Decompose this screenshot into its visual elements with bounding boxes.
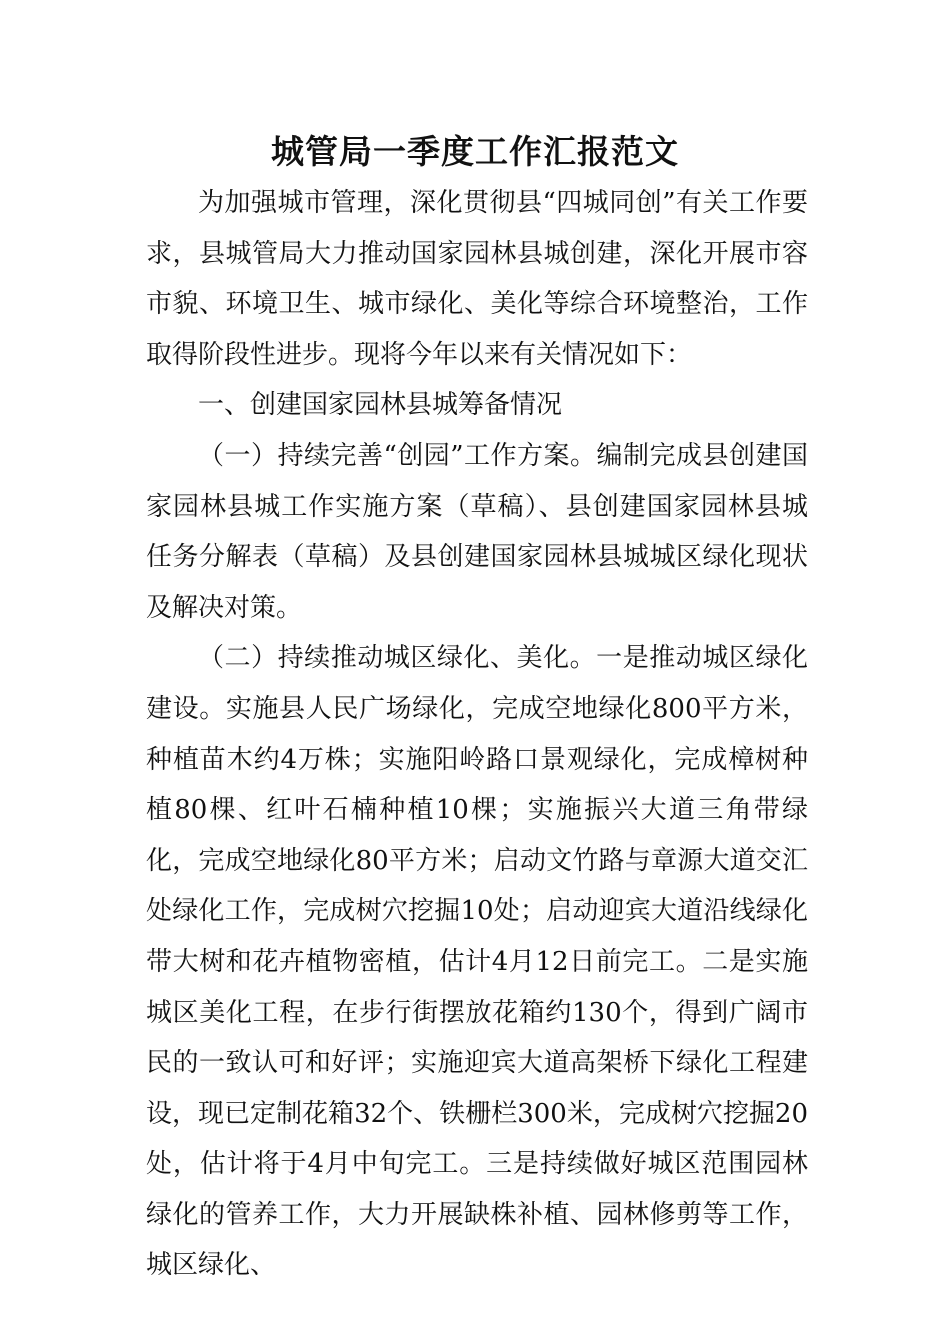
section-heading-1: 一、创建国家园林县城筹备情况 bbox=[198, 390, 563, 421]
document-title: 城管局一季度工作汇报范文 bbox=[271, 132, 679, 171]
paragraph-item-2: （二）持续推动城区绿化、美化。一是推动城区绿化建设。实施县人民广场绿化，完成空地绿化800平方米，种植苗木约4万株；实施阳岭路口景观绿化，完成樟树种植80棵、红叶石楠种植10棵；实施振兴大道三角带绿化，完成空地绿化80平方米；启动文竹路与章源大道交汇处绿化工作，完成树穴挖掘10处；启动迎宾大道沿线绿化带大树和花卉植物密植，估计4月12日前完工。二是实施城区美化工程，在步行街摆放花箱约130个，得到广阔市民的一致认可和好评；实施迎宾大道高架桥下绿化工程建设，现已定制花箱32个、铁栅栏300米，完成树穴挖掘20处，估计将于4月中旬完工。三是持续做好城区范围园林绿化的管养工作，大力开展缺株补植、园林修剪等工作，城区绿化、 bbox=[146, 643, 808, 1281]
document-body bbox=[146, 178, 808, 1291]
paragraph-item-1: （一）持续完善“创园”工作方案。编制完成县创建国家园林县城工作实施方案（草稿）、县创建国家园林县城任务分解表（草稿）及县创建国家园林县城城区绿化现状及解决对策。 bbox=[146, 440, 808, 623]
paragraph-intro: 为加强城市管理，深化贯彻县“四城同创”有关工作要求，县城管局大力推动国家园林县城创建，深化开展市容市貌、环境卫生、城市绿化、美化等综合环境整治，工作取得阶段性进步。现将今年以来有关情况如下： bbox=[146, 188, 808, 370]
